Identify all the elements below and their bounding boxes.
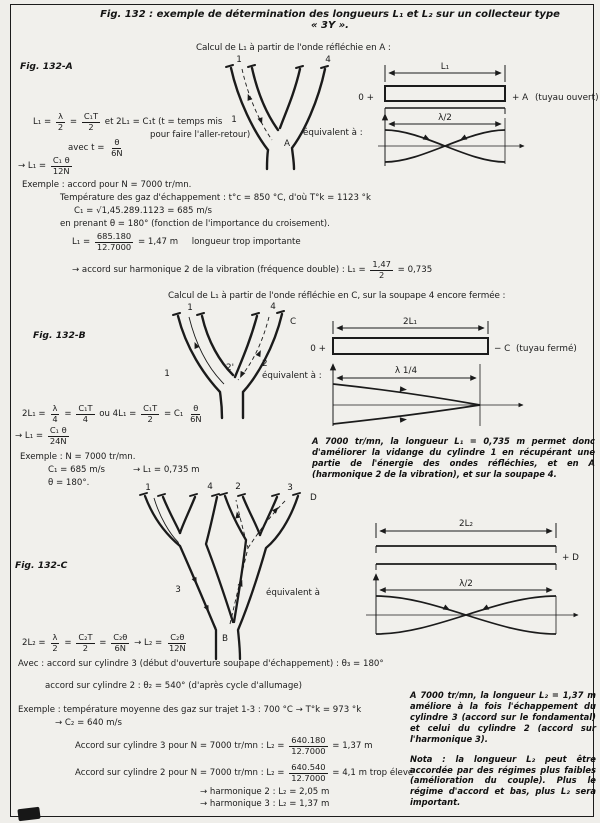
formula-b-main: 2L₁ = $\frac{\lambda}{4}$ = $\frac{\text{C₁T}}{4}$ ou 4L₁ = $\frac{\text{C₁T}}{2}$ = C₁ $\frac{\theta}{6N}$: [22, 402, 202, 424]
formula-c-avec2: accord sur cylindre 2 : θ₂ = 540° (d'après cycle d'allumage): [45, 681, 302, 691]
note-c: [410, 690, 596, 817]
example-c-line2: → C₂ = 640 m/s: [55, 718, 122, 728]
fig-132a-label: Fig. 132-A: [20, 61, 73, 72]
pipe-label-3: 3: [287, 483, 293, 493]
example-c-line1: Exemple : température moyenne des gaz sur trajet 1-3 : 700 °C → T°k = 973 °k: [18, 705, 362, 715]
formula-a-main2: pour faire l'aller-retour): [150, 130, 251, 140]
wave-c-arrowheads: [443, 605, 490, 613]
example-c-line6: → harmonique 3 : L₂ = 1,37 m: [200, 799, 330, 809]
lambda-half-label: λ/2: [459, 579, 473, 589]
equivalent-label-b: équivalent à :: [262, 371, 322, 381]
junction-label-b: B: [222, 634, 229, 644]
wave-diagram-a: [328, 56, 599, 182]
example-c-line5: → harmonique 2 : L₂ = 2,05 m: [200, 787, 330, 797]
wave-label-2: 2: [262, 359, 268, 369]
branch-label-3: 3: [175, 585, 181, 595]
tube-b-type-label: (tuyau fermé): [516, 344, 577, 354]
fig-132b-label: Fig. 132-B: [33, 330, 86, 341]
scan-artifact: [17, 807, 40, 822]
tube-c-right-label: + D: [562, 553, 579, 563]
example-c-line4: Accord sur cylindre 2 pour N = 7000 tr/mn : L₂ = $\frac{640.540}{12.7000}$ = 4,1 m trop élevé: [75, 761, 414, 783]
example-a-line4: en prenant θ = 180° (fonction de l'importance du croisement).: [60, 219, 330, 229]
formula-a-main: L₁ = $\frac{\lambda}{2}$ = $\frac{\text{C₁T}}{2}$ et 2L₁ = C₁t (t = temps mis: [33, 110, 223, 132]
wave-path-c-branch3: [248, 500, 286, 548]
pipe-label-1: 1: [236, 55, 242, 65]
wave-a-arrowheads: [423, 135, 468, 143]
equivalent-label-c: équivalent à: [266, 588, 320, 598]
collector-a-walls: [226, 65, 328, 169]
formula-a-result: → L₁ = $\frac{\text{C₁ θ}}{12N}$: [18, 154, 70, 176]
example-c-line3: Accord sur cylindre 3 pour N = 7000 tr/mn : L₂ = $\frac{640.180}{12.7000}$ = 1,37 m: [75, 734, 373, 756]
lambda-half-label: λ/2: [438, 113, 452, 123]
formula-b-result: → L₁ = $\frac{\text{C₁ θ}}{24N}$: [15, 424, 67, 446]
example-a-line2: Température des gaz d'échappement : t°c = 850 °C, d'où T°k = 1123 °k: [60, 193, 371, 203]
wave-path-c-branch2: [230, 500, 248, 624]
figure-title: Fig. 132 : exemple de détermination des longueurs L₁ et L₂ sur un collecteur type « 3Y ».: [100, 9, 560, 31]
equivalent-label-a: équivalent à :: [303, 128, 363, 138]
note-c-paragraph2: Nota : la longueur L₂ peut être accordée par des régimes plus faibles (amélioration du couple). Plus le régime d'accord et bas, plus L₂ sera important.: [410, 753, 596, 808]
wave-label-2p: 2': [226, 363, 235, 373]
branch-label-1: 1: [231, 115, 237, 125]
example-a-line1: Exemple : accord pour N = 7000 tr/mn.: [22, 180, 192, 190]
example-b-line2: C₁ = 685 m/s: [48, 465, 105, 475]
pipe-label-1: 1: [145, 483, 151, 493]
wave-diagram-c: [326, 502, 596, 640]
example-b-line1: Exemple : N = 7000 tr/mn.: [20, 452, 136, 462]
wave-b-geometry: [333, 321, 523, 426]
lambda-quarter-label: λ 1/4: [394, 366, 418, 376]
formula-c-avec1: Avec : accord sur cylindre 3 (début d'ouverture soupape d'échappement) : θ₃ = 180°: [18, 659, 384, 669]
note-c-paragraph1: A 7000 tr/mn, la longueur L₂ = 1,37 m améliore à la fois l'échappement du cylindre 3 (accord sur le fondamental) et celui du cylindre 2 (accord sur l'harmonique 3).: [410, 690, 596, 744]
note-b: A 7000 tr/mn, la longueur L₁ = 0,735 m permet donc d'améliorer la vidange du cylindre 1 en récupérant une partie de l'énergie des ondes réfléchies, et en A (harmonique 2 de la vibration), et sur la soupape 4.: [312, 436, 595, 479]
heading-calcul-l1-c: Calcul de L₁ à partir de l'onde réfléchie en C, sur la soupape 4 encore fermée :: [168, 291, 506, 301]
example-b-line3: θ = 180°.: [48, 478, 90, 488]
branch-label-1: 1: [164, 369, 170, 379]
wave-diagram-b: [308, 316, 595, 438]
example-a-line5: L₁ = $\frac{685.180}{12.7000}$ = 1,47 m longueur trop importante: [72, 230, 301, 252]
tube-a-type-label: (tuyau ouvert): [535, 93, 599, 103]
junction-label-a: A: [284, 139, 291, 149]
formula-c-main: 2L₂ = $\frac{\lambda}{2}$ = $\frac{\text{C₂T}}{2}$ = $\frac{\text{C₂θ}}{6N}$ → L₂ = $\frac{\text{C₂θ}}{12N}$: [22, 631, 186, 653]
heading-calcul-l1-a: Calcul de L₁ à partir de l'onde réfléchie en A :: [196, 43, 391, 53]
pipe-label-4: 4: [207, 482, 213, 492]
tube-b-right-label: − C: [494, 344, 511, 354]
pipe-label-2: 2: [235, 482, 241, 492]
tube-b-left-label: 0 +: [310, 344, 326, 354]
pipe-label-4: 4: [270, 302, 276, 312]
dim-label-l1: L₁: [440, 62, 450, 72]
tube-a-right-label: + A: [512, 93, 529, 103]
dim-label-2l2: 2L₂: [458, 519, 474, 529]
example-a-line6: → accord sur harmonique 2 de la vibration (fréquence double) : L₁ = $\frac{1,47}{2}$ = 0,735: [72, 258, 433, 280]
fig-132c-label: Fig. 132-C: [15, 560, 68, 571]
end-label-c: C: [290, 317, 297, 327]
pipe-label-4: 4: [325, 55, 331, 65]
example-a-line3: C₁ = √1,45.289.1123 = 685 m/s: [74, 206, 212, 216]
pipe-label-1: 1: [187, 303, 193, 313]
dim-label-2l1: 2L₁: [402, 317, 418, 327]
formula-a-avec: avec t = $\frac{\theta}{6N}$: [68, 136, 123, 158]
end-label-d: D: [310, 493, 317, 503]
tube-a-left-label: 0 +: [358, 93, 374, 103]
example-b-line2b: → L₁ = 0,735 m: [133, 465, 200, 475]
